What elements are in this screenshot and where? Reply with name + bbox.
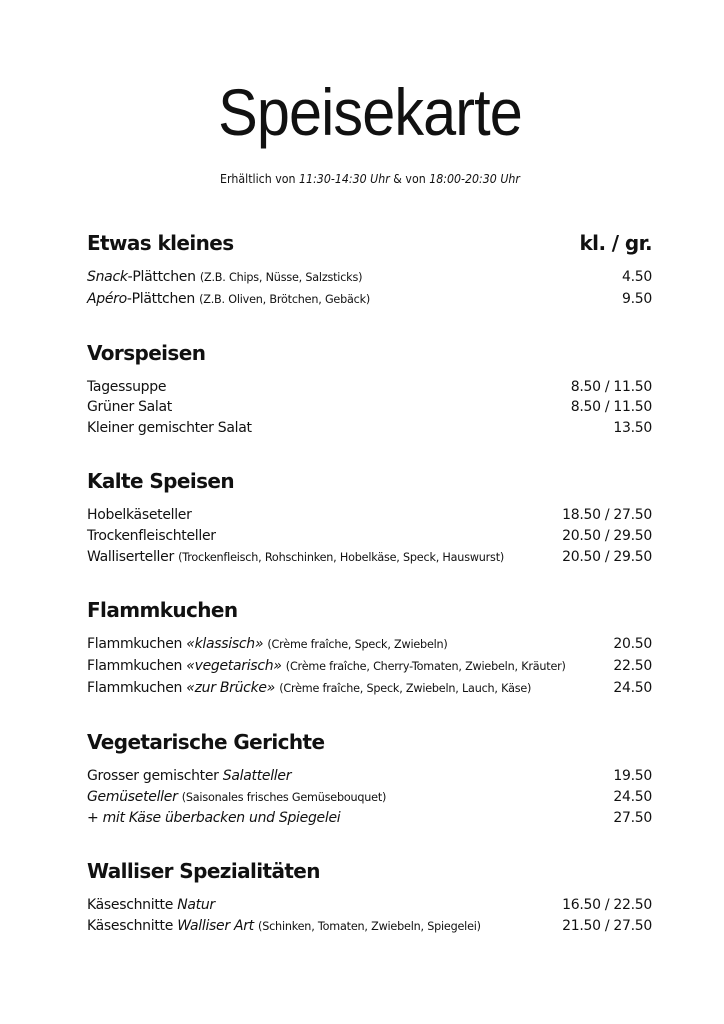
item-price: 20.50 / 29.50	[562, 527, 652, 544]
item-price: 13.50	[613, 420, 652, 437]
item-name-part: «vegetarisch»	[186, 658, 282, 675]
item-name	[87, 656, 566, 678]
menu-section	[87, 596, 652, 699]
item-name	[87, 418, 252, 439]
menu-item	[87, 895, 652, 916]
section-title: Flammkuchen	[87, 598, 238, 623]
menu	[87, 229, 652, 966]
item-description: (Crème fraîche, Speck, Zwiebeln, Lauch, Käse)	[279, 681, 532, 695]
item-name-part: -Plättchen	[127, 269, 196, 285]
item-name-part: + mit Käse überbacken und Spiegelei	[87, 810, 341, 827]
menu-section	[87, 339, 652, 439]
section-heading	[87, 728, 652, 756]
opening-hours-joiner: & von	[389, 172, 430, 186]
menu-item	[87, 766, 652, 787]
item-name	[87, 787, 386, 809]
section-heading	[87, 339, 652, 367]
item-price: 20.50 / 29.50	[562, 548, 652, 565]
item-price: 27.50	[613, 810, 652, 827]
size-header: kl. / gr.	[579, 231, 652, 255]
item-name	[87, 526, 216, 547]
section-heading	[87, 229, 652, 257]
item-name-part: Grosser gemischter	[87, 767, 223, 784]
item-description: (Schinken, Tomaten, Zwiebeln, Spiegelei)	[258, 919, 481, 933]
item-name	[87, 289, 370, 311]
item-price: 20.50	[613, 636, 652, 653]
section-title: Vegetarische Gerichte	[87, 729, 325, 754]
menu-section	[87, 229, 652, 311]
menu-item	[87, 808, 652, 829]
item-name	[87, 895, 215, 916]
item-name-part: Walliser Art	[177, 917, 254, 934]
opening-hours-label: Erhältlich von	[220, 172, 300, 186]
menu-item	[87, 397, 652, 418]
opening-hours	[30, 172, 711, 186]
item-name-part: Käseschnitte	[87, 917, 178, 934]
item-name-part: -Plättchen	[126, 290, 195, 307]
item-name-part: Gemüseteller	[87, 788, 178, 805]
menu-item	[87, 656, 652, 678]
section-heading	[87, 596, 652, 624]
item-name-part: Tagessuppe	[87, 378, 167, 395]
item-price: 18.50 / 27.50	[562, 506, 652, 523]
menu-section	[87, 728, 652, 829]
menu-item	[87, 377, 652, 398]
menu-item	[87, 787, 652, 809]
section-title: Walliser Spezialitäten	[87, 859, 320, 884]
item-price: 9.50	[622, 290, 652, 307]
item-name	[87, 634, 448, 656]
item-description: (Z.B. Oliven, Brötchen, Gebäck)	[199, 292, 371, 306]
item-name	[87, 505, 192, 526]
menu-item	[87, 678, 652, 700]
item-name	[87, 397, 172, 418]
item-name-part: Flammkuchen	[87, 658, 187, 675]
dinner-hours: 18:00-20:30 Uhr	[429, 172, 520, 186]
menu-item	[87, 634, 652, 656]
item-price: 24.50	[613, 679, 652, 696]
item-name-part: Salatteller	[222, 767, 292, 784]
item-description: (Crème fraîche, Cherry-Tomaten, Zwiebeln, Kräuter)	[285, 660, 566, 674]
item-name-part: «klassisch»	[186, 636, 264, 653]
menu-item	[87, 418, 652, 439]
menu-section	[87, 857, 652, 938]
item-name	[87, 267, 362, 289]
item-name	[87, 766, 291, 787]
item-name	[87, 377, 166, 398]
item-name-part: Trockenfleischteller	[87, 527, 216, 544]
item-price: 8.50 / 11.50	[570, 399, 652, 416]
item-name-part: Snack	[87, 269, 128, 285]
item-description: (Crème fraîche, Speck, Zwiebeln)	[267, 638, 448, 652]
menu-item	[87, 289, 652, 311]
item-price: 24.50	[613, 788, 652, 805]
item-price: 19.50	[613, 767, 652, 784]
section-heading	[87, 857, 652, 885]
section-title: Kalte Speisen	[87, 468, 234, 493]
item-name-part: Natur	[177, 897, 215, 914]
item-name-part: «zur Brücke»	[186, 679, 276, 696]
menu-section	[87, 467, 652, 568]
item-name	[87, 808, 340, 829]
item-name	[87, 678, 531, 700]
item-name-part: Apéro	[87, 290, 127, 307]
item-name-part: Kleiner gemischter Salat	[87, 420, 252, 437]
item-name-part: Walliserteller	[87, 548, 174, 565]
item-name	[87, 547, 504, 569]
item-description: (Z.B. Chips, Nüsse, Salzsticks)	[199, 271, 363, 284]
menu-item	[87, 916, 652, 938]
item-name-part: Grüner Salat	[87, 399, 172, 416]
item-price: 4.50	[622, 269, 652, 285]
section-heading	[87, 467, 652, 495]
item-name-part: Käseschnitte	[87, 897, 178, 914]
item-description: (Trockenfleisch, Rohschinken, Hobelkäse, Speck, Hauswurst)	[178, 550, 505, 564]
menu-item	[87, 526, 652, 547]
item-name	[87, 916, 481, 938]
item-price: 22.50	[613, 658, 652, 675]
item-name-part: Flammkuchen	[87, 636, 187, 653]
item-name-part: Flammkuchen	[87, 679, 187, 696]
page-title: Speisekarte	[218, 75, 522, 149]
item-price: 16.50 / 22.50	[562, 897, 652, 914]
menu-item	[87, 267, 652, 289]
lunch-hours: 11:30-14:30 Uhr	[299, 172, 390, 186]
menu-item	[87, 547, 652, 569]
section-title: Vorspeisen	[87, 340, 206, 365]
section-title: Etwas kleines	[87, 231, 234, 255]
menu-item	[87, 505, 652, 526]
item-price: 21.50 / 27.50	[562, 917, 652, 934]
item-name-part: Hobelkäseteller	[87, 506, 192, 523]
item-description: (Saisonales frisches Gemüsebouquet)	[181, 790, 387, 804]
item-price: 8.50 / 11.50	[570, 378, 652, 395]
